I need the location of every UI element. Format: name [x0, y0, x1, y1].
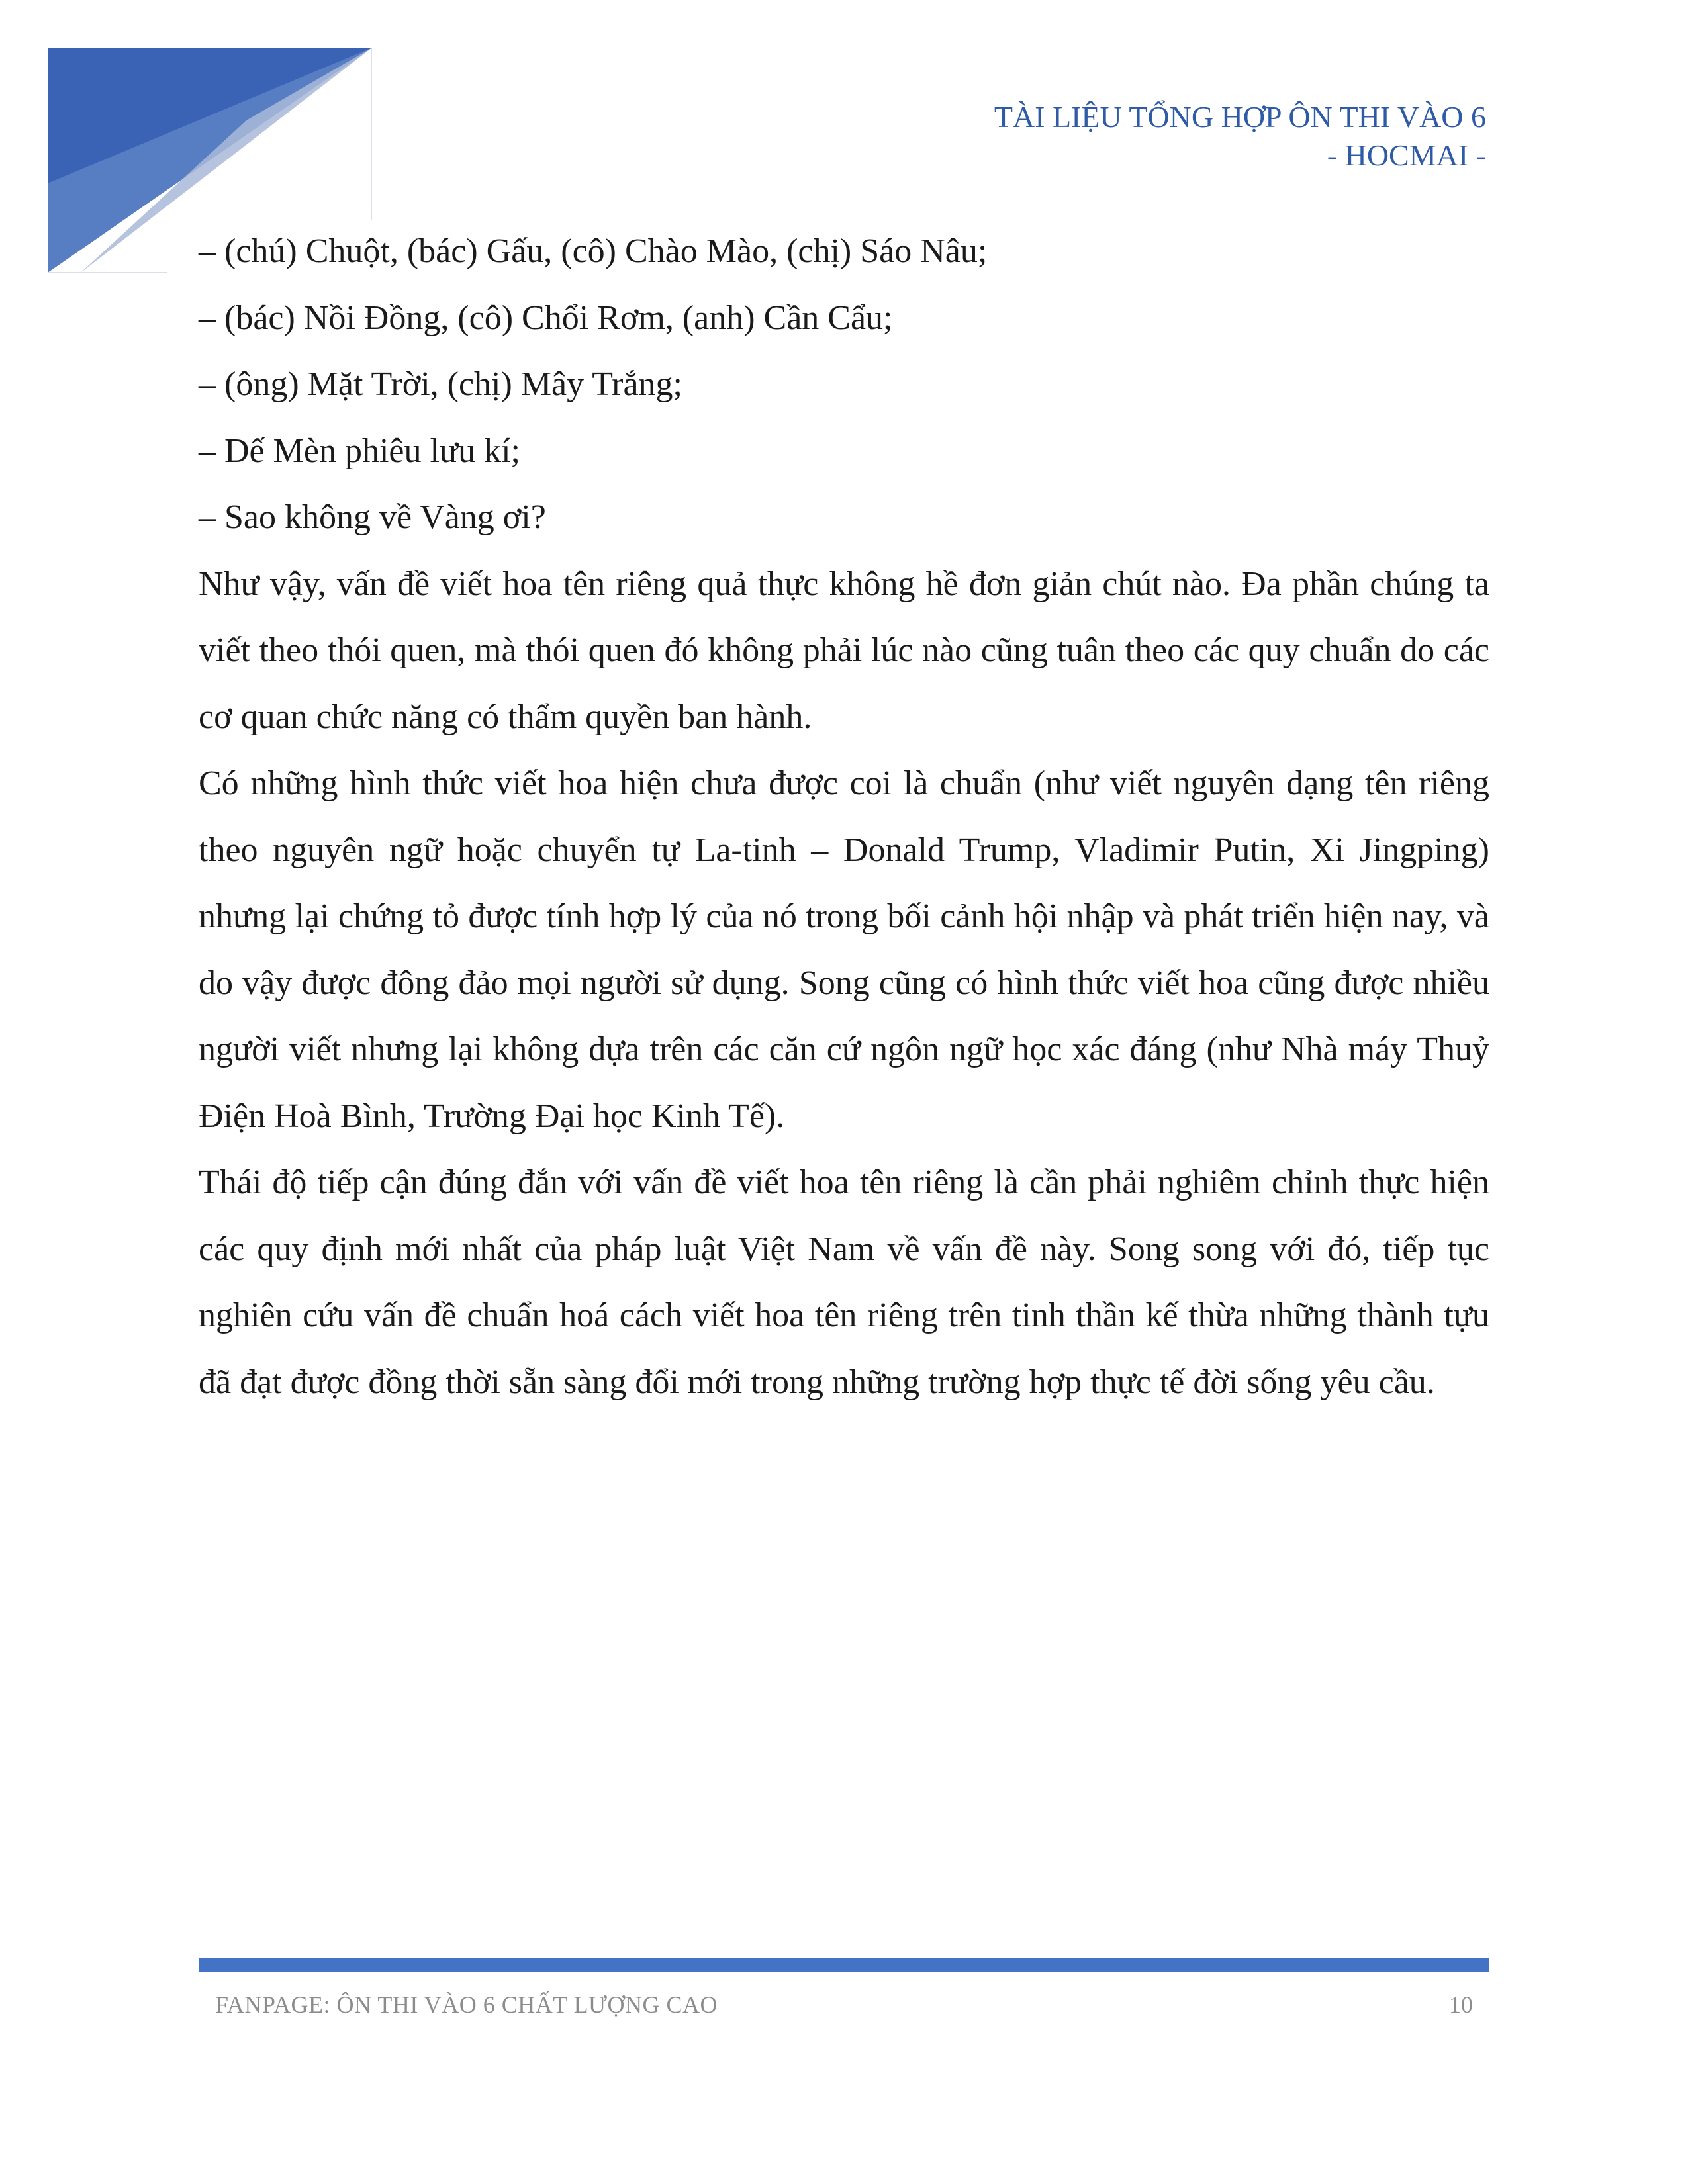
paragraph: Thái độ tiếp cận đúng đắn với vấn đề viết hoa tên riêng là cần phải nghiêm chỉnh thực hiện các quy định mới nhất của pháp luật Việt Nam về vấn đề này. Song song với đó, tiếp tục nghiên cứu vấn đề chuẩn hoá cách viết hoa tên riêng trên tinh thần kế thừa những thành tựu đã đạt được đồng thời sẵn sàng đổi mới trong những trường hợp thực tế đời sống yêu cầu. [199, 1163, 1489, 1401]
paragraph: Như vậy, vấn đề viết hoa tên riêng quả thực không hề đơn giản chút nào. Đa phần chúng ta viết theo thói quen, mà thói quen đó không phải lúc nào cũng tuân theo các quy chuẩn do các cơ quan chức năng có thẩm quyền ban hành. [199, 565, 1489, 736]
page-header [994, 98, 1486, 175]
footer-fanpage: FANPAGE: ÔN THI VÀO 6 CHẤT LƯỢNG CAO [215, 1991, 718, 2018]
list-item: – Dế Mèn phiêu lưu kí; [199, 432, 521, 470]
header-title: TÀI LIỆU TỔNG HỢP ÔN THI VÀO 6 [994, 100, 1486, 134]
page-number: 10 [1449, 1991, 1473, 2018]
header-subtitle: - HOCMAI - [1327, 138, 1486, 172]
list-item: – (bác) Nồi Đồng, (cô) Chổi Rơm, (anh) Cần Cẩu; [199, 298, 893, 337]
list-item: – Sao không về Vàng ơi? [199, 498, 546, 536]
footer-divider [199, 1958, 1489, 1972]
document-body [199, 218, 1489, 1416]
list-item: – (ông) Mặt Trời, (chị) Mây Trắng; [199, 365, 682, 403]
list-item: – (chú) Chuột, (bác) Gấu, (cô) Chào Mào, (chị) Sáo Nâu; [199, 232, 988, 270]
paragraph: Có những hình thức viết hoa hiện chưa được coi là chuẩn (như viết nguyên dạng tên riêng theo nguyên ngữ hoặc chuyển tự La-tinh – Donald Trump, Vladimir Putin, Xi Jingping) nhưng lại chứng tỏ được tính hợp lý của nó trong bối cảnh hội nhập và phát triển hiện nay, và do vậy được đông đảo mọi người sử dụng. Song cũng có hình thức viết hoa cũng được nhiều người viết nhưng lại không dựa trên các căn cứ ngôn ngữ học xác đáng (như Nhà máy Thuỷ Điện Hoà Bình, Trường Đại học Kinh Tế). [199, 764, 1489, 1135]
